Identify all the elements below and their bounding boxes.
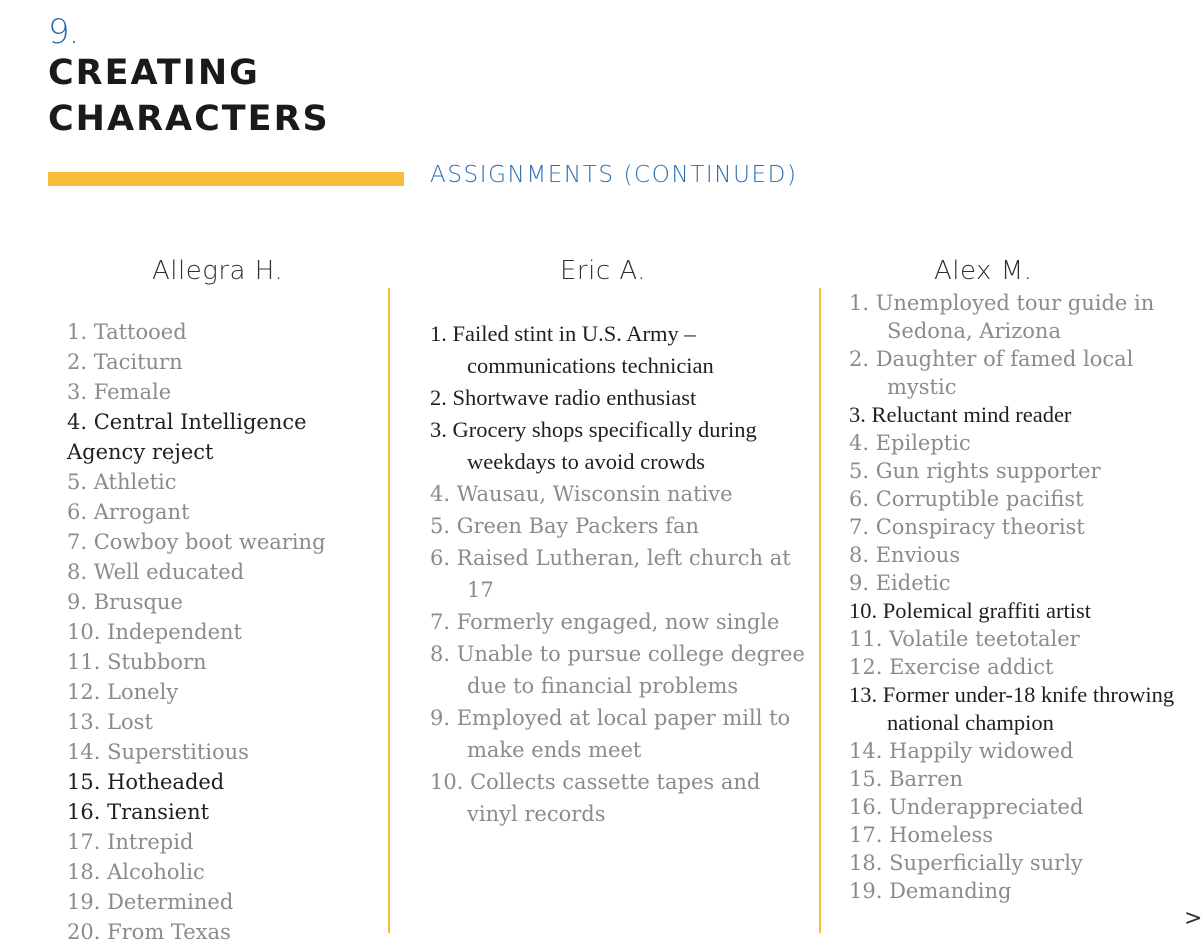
list-item: 6. Raised Lutheran, left church at 17 [430, 546, 791, 602]
list-item: 19. Demanding [849, 879, 1012, 903]
list-item: 5. Green Bay Packers fan [430, 514, 700, 538]
list-item: 4. Wausau, Wisconsin native [430, 482, 733, 506]
list-item: 17. Homeless [849, 823, 994, 847]
list-item: 5. Athletic [67, 470, 177, 494]
list-item: 19. Determined [67, 890, 234, 914]
column-heading-alex: Alex M. [934, 256, 1033, 286]
list-item: 2. Daughter of famed local mystic [849, 347, 1134, 399]
list-item: 1. Unemployed tour guide in Sedona, Arizona [849, 291, 1155, 343]
list-item: 7. Formerly engaged, now single [430, 610, 780, 634]
list-item: 7. Cowboy boot wearing [67, 530, 326, 554]
list-item: 9. Eidetic [849, 571, 951, 595]
list-item: 16. Underappreciated [849, 795, 1084, 819]
list-item: 3. Female [67, 380, 172, 404]
column-divider [388, 288, 390, 933]
list-item: 9. Brusque [67, 590, 183, 614]
list-item: 12. Lonely [67, 680, 179, 704]
trait-list-eric [430, 318, 815, 830]
list-item: 10. Collects cassette tapes and vinyl records [430, 770, 761, 826]
list-item: 2. Taciturn [67, 350, 183, 374]
list-item: 13. Former under-18 knife throwing national champion [849, 682, 1175, 735]
list-item: 18. Alcoholic [67, 860, 205, 884]
list-item: 14. Happily widowed [849, 739, 1074, 763]
list-item: 3. Grocery shops specifically during weekdays to avoid crowds [430, 417, 757, 474]
list-item: 1. Tattooed [67, 320, 187, 344]
column-heading-eric: Eric A. [560, 256, 646, 286]
list-item: 7. Conspiracy theorist [849, 515, 1085, 539]
list-item: 15. Barren [849, 767, 964, 791]
list-item: 5. Gun rights supporter [849, 459, 1101, 483]
section-subtitle: ASSIGNMENTS (CONTINUED) [430, 162, 798, 188]
list-item: 14. Superstitious [67, 740, 249, 764]
list-item: 18. Superficially surly [849, 851, 1083, 875]
list-item: 13. Lost [67, 710, 153, 734]
accent-bar [48, 172, 404, 186]
list-item: 8. Envious [849, 543, 961, 567]
list-item: 16. Transient [67, 800, 210, 824]
list-item: 17. Intrepid [67, 830, 194, 854]
edge-glyph: > [1184, 906, 1202, 931]
trait-list-alex [849, 289, 1189, 905]
list-item: 15. Hotheaded [67, 770, 225, 794]
list-item: 1. Failed stint in U.S. Army – communications technician [430, 321, 714, 378]
section-number: 9. [48, 12, 79, 52]
page-title-line-2: CHARACTERS [48, 99, 330, 139]
list-item: 20. From Texas [67, 920, 231, 944]
column-heading-allegra: Allegra H. [152, 256, 284, 286]
list-item: 11. Stubborn [67, 650, 207, 674]
list-item: 6. Arrogant [67, 500, 190, 524]
list-item: 4. Central Intelligence Agency reject [67, 410, 307, 464]
list-item: 6. Corruptible pacifist [849, 487, 1084, 511]
list-item: 3. Reluctant mind reader [849, 402, 1072, 427]
list-item: 11. Volatile teetotaler [849, 627, 1080, 651]
list-item: 10. Polemical graffiti artist [849, 598, 1092, 623]
page-title-line-1: CREATING [48, 53, 260, 93]
list-item: 4. Epileptic [849, 431, 971, 455]
trait-list-allegra [67, 317, 377, 947]
list-item: 2. Shortwave radio enthusiast [430, 385, 697, 410]
list-item: 12. Exercise addict [849, 655, 1054, 679]
column-divider [819, 288, 821, 933]
list-item: 8. Well educated [67, 560, 245, 584]
list-item: 10. Independent [67, 620, 242, 644]
list-item: 8. Unable to pursue college degree due to financial problems [430, 642, 805, 698]
list-item: 9. Employed at local paper mill to make ends meet [430, 706, 791, 762]
